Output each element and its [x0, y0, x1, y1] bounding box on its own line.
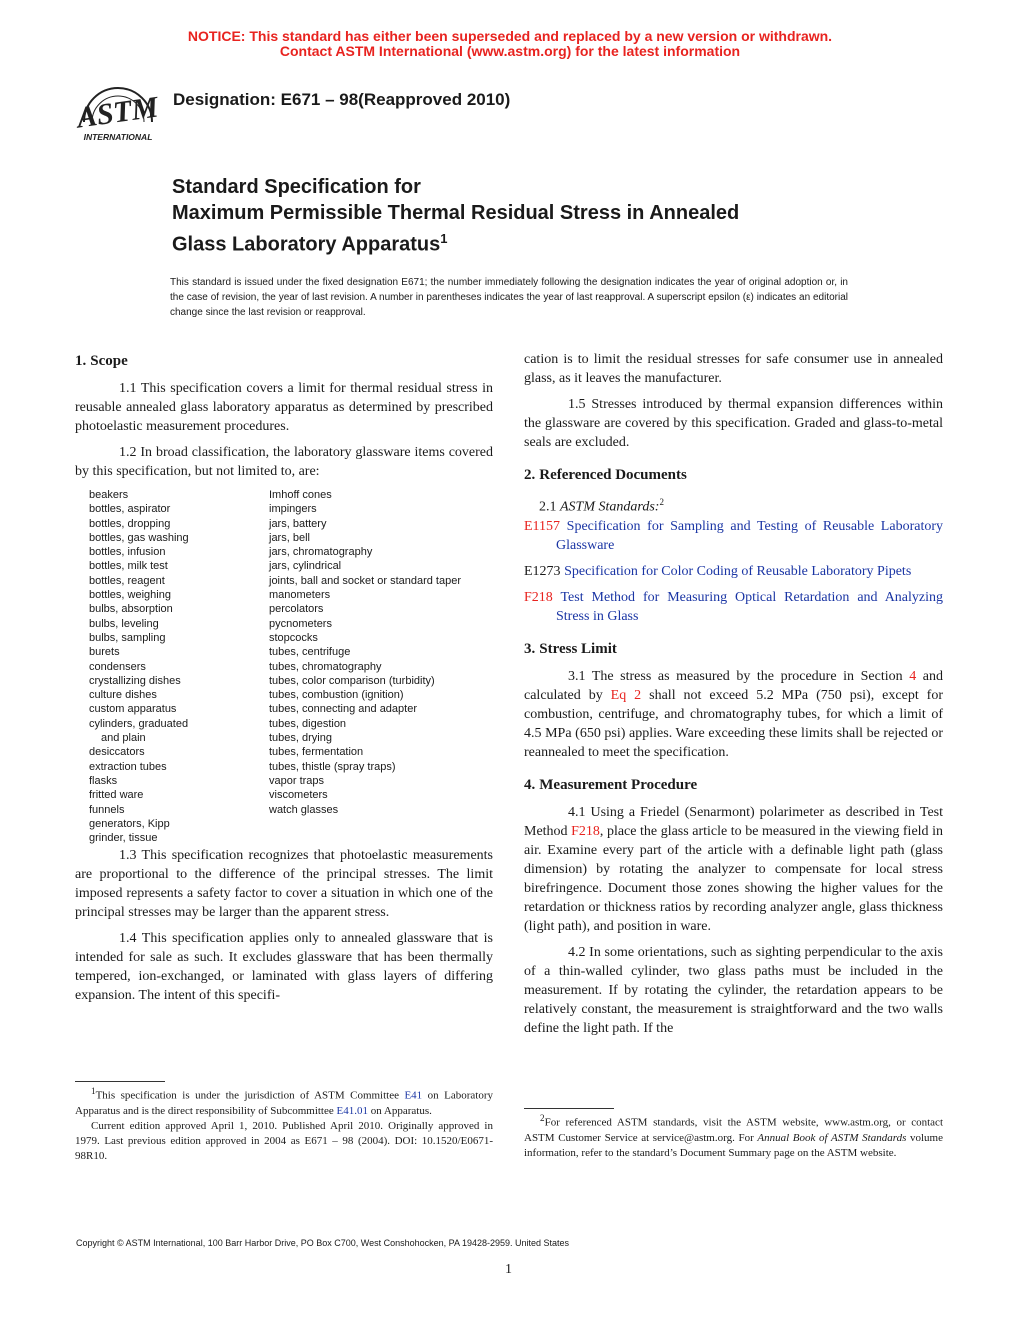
link-section-4[interactable]: 4 [909, 668, 917, 684]
issued-note: This standard is issued under the fixed designation E671; the number immediately following the designation indicates the year of original adoption or, in the case of revision, the year of last revision. A number in parentheses indicates the year of last reapproval. A superscript epsilon (ε) indicates an editorial change since the last revision or reapproval. [170, 277, 848, 318]
para-1-1: 1.1 This specification covers a limit for thermal residual stress in reusable annealed glass laboratory apparatus as determined by prescribed photoelastic measurement procedures. [75, 381, 493, 434]
para-2-1: 2.1 ASTM Standards:$^2$ [539, 497, 664, 515]
glassware-item: bottles, aspirator [89, 503, 171, 516]
copyright: Copyright © ASTM International, 100 Barr Harbor Drive, PO Box C700, West Conshohocken, PA 19428-2959. United States [76, 1238, 570, 1248]
glassware-item: vapor traps [269, 774, 325, 787]
glassware-item: jars, cylindrical [269, 560, 342, 573]
glassware-item: jars, chromatography [269, 546, 373, 559]
title-line-3: Glass Laboratory Apparatus [172, 233, 441, 256]
glassware-list-col-a [89, 488, 189, 845]
ref-e1273[interactable]: E1273 Specification for Color Coding of Reusable Laboratory Pipets [524, 563, 912, 579]
footnote-1: $^1$This specification is under the jurisdiction of ASTM Committee E41 on Laboratory Apparatus and is the direct responsibility of Subcommittee E41.01 on Apparatus. Current edition approved April 1, 2010. Published April 2010. Originally approved in 1979. Last previous edition approved in 2004 as E671 – 98 (2004). DOI: 10.1520/E0671-98R10. [75, 1081, 493, 1164]
section-4-heading: 4. Measurement Procedure [524, 776, 698, 793]
glassware-item: tubes, drying [269, 732, 332, 745]
link-f218[interactable]: F218 [571, 823, 600, 839]
glassware-item: bottles, weighing [89, 589, 171, 602]
glassware-item: generators, Kipp [89, 817, 170, 830]
glassware-item: culture dishes [89, 689, 157, 702]
document-title [172, 174, 739, 258]
glassware-item: percolators [269, 603, 324, 616]
glassware-item: jars, battery [269, 517, 327, 530]
designation: Designation: E671 – 98(Reapproved 2010) [173, 90, 511, 109]
footnote-2: $^2$For referenced ASTM standards, visit the ASTM website, www.astm.org, or contact ASTM Customer Service at service@astm.org. For Annual Book of ASTM Standards volume information, refer to the standard’s Document Summary page on the ASTM website. [524, 1108, 943, 1161]
glassware-item: tubes, centrifuge [269, 646, 351, 659]
title-line-1: Standard Specification for [172, 176, 421, 198]
glassware-item: bottles, reagent [89, 574, 165, 587]
glassware-item: tubes, thistle (spray traps) [269, 760, 396, 773]
glassware-item: impingers [269, 503, 317, 516]
glassware-item: grinder, tissue [89, 832, 158, 845]
glassware-list [75, 488, 493, 845]
title-footnote-mark: 1 [440, 231, 448, 246]
glassware-item: and plain [101, 732, 146, 745]
glassware-item: stopcocks [269, 631, 318, 644]
section-2-heading: 2. Referenced Documents [524, 467, 687, 483]
ref-e1157[interactable]: E1157 Specification for Sampling and Testing of Reusable Laboratory Glassware [524, 518, 943, 553]
glassware-item: pycnometers [269, 617, 332, 630]
para-4-1: 4.1 Using a Friedel (Senarmont) polarimeter as described in Test Method F218, place the glass article to be measured in the viewing field in air. Examine every part of the article with a definable light path (glass dimension) by rotating the analyzer to compensate for local stress birefringence. Document those zones showing the higher values for the retardation or thickness ratios by recording analyzer angle, glass thickness (light path), and position in ware. [524, 804, 943, 934]
link-e41[interactable]: E41 [404, 1089, 423, 1102]
notice-line-2: Contact ASTM International (www.astm.org) for the latest information [279, 43, 741, 59]
glassware-item: tubes, connecting and adapter [269, 703, 418, 716]
title-line-2: Maximum Permissible Thermal Residual Stress in Annealed [172, 202, 740, 224]
glassware-item: manometers [269, 589, 331, 602]
glassware-item: custom apparatus [89, 703, 177, 716]
glassware-item: desiccators [89, 746, 145, 759]
left-column [75, 350, 493, 1012]
para-4-2: 4.2 In some orientations, such as sighting perpendicular to the axis of a thin-walled cylinder, two glass paths must be included in the measurement. If by rotating the cylinder, the retardation appears to be relatively constant, the measurement is straightforward and the two walls define the light path. If the [524, 944, 943, 1036]
footnote-1-edition: Current edition approved April 1, 2010. Published April 2010. Originally approved in 1979. Last previous edition approved in 2004 as E671 – 98 (2004). DOI: 10.1520/E0671-98R10. [75, 1119, 493, 1162]
glassware-item: flasks [89, 774, 118, 787]
glassware-item: tubes, chromatography [269, 660, 382, 673]
glassware-item: bulbs, sampling [89, 631, 166, 644]
astm-logo [74, 76, 164, 146]
glassware-item: bulbs, absorption [89, 603, 173, 616]
footnote-1-mark: 1 [91, 1086, 96, 1096]
glassware-list-col-b [269, 488, 461, 817]
footnote-2-mark: 2 [540, 1113, 545, 1123]
glassware-item: tubes, fermentation [269, 746, 364, 759]
logo-mark: ASTM [74, 90, 161, 135]
section-3-heading: 3. Stress Limit [524, 640, 617, 657]
notice-line-1: NOTICE: This standard has either been superseded and replaced by a new version or withdrawn. [187, 28, 833, 44]
para-1-4: 1.4 This specification applies only to annealed glassware that is intended for sale as such. It excludes glassware that has been thermally tempered, ion-exchanged, or laminated with glass layers of differing expansion. The intent of this specifi- [75, 931, 493, 1003]
link-eq-2[interactable]: Eq 2 [610, 687, 642, 703]
glassware-item: bottles, dropping [89, 517, 171, 530]
glassware-item: crystallizing dishes [89, 674, 181, 687]
glassware-item: tubes, color comparison (turbidity) [269, 674, 435, 687]
glassware-item: bulbs, leveling [89, 617, 159, 630]
link-e41-01[interactable]: E41.01 [336, 1104, 368, 1117]
glassware-item: joints, ball and socket or standard taper [269, 574, 462, 587]
glassware-item: bottles, milk test [89, 560, 168, 573]
glassware-item: bottles, infusion [89, 546, 166, 559]
glassware-item: extraction tubes [89, 760, 167, 773]
glassware-item: fritted ware [89, 789, 144, 802]
para-1-4-cont: cation is to limit the residual stresses for safe consumer use in annealed glass, as it leaves the manufacturer. [524, 352, 943, 386]
page-number: 1 [505, 1262, 512, 1277]
para-1-2: 1.2 In broad classification, the laboratory glassware items covered by this specification, but not limited to, are: [75, 445, 493, 479]
glassware-item: cylinders, graduated [89, 717, 189, 730]
para-1-5: 1.5 Stresses introduced by thermal expansion differences within the glassware are covered by this specification. Graded and glass-to-metal seals are excluded. [524, 397, 943, 450]
logo-caption: INTERNATIONAL [83, 132, 153, 142]
glassware-item: tubes, combustion (ignition) [269, 689, 404, 702]
glassware-item: bottles, gas washing [89, 531, 189, 544]
glassware-item: beakers [89, 489, 129, 501]
glassware-item: Imhoff cones [269, 489, 332, 501]
glassware-item: condensers [89, 660, 146, 673]
glassware-item: tubes, digestion [269, 717, 347, 730]
para-1-3: 1.3 This specification recognizes that photoelastic measurements are proportional to the difference of the principal stresses. The limit imposed represents a safety factor to cover a situation in which one of the principal stresses may be larger than the apparent stress. [75, 848, 493, 920]
glassware-item: burets [89, 646, 120, 659]
para-3-1: 3.1 The stress as measured by the procedure in Section 4 and calculated by Eq 2 shall not exceed 5.2 MPa (750 psi), except for combustion, centrifuge, and chromatography tubes, for which a limit of 4.5 MPa (650 psi) applies. Ware exceeding these limits shall be rejected or reannealed to meet the specification. [524, 668, 943, 760]
glassware-item: funnels [89, 803, 125, 816]
footnote-rule [75, 1081, 165, 1082]
glassware-item: watch glasses [269, 803, 339, 816]
right-column [524, 350, 943, 1045]
glassware-item: jars, bell [269, 531, 310, 544]
footnote-rule-2 [524, 1108, 614, 1109]
ref-f218[interactable]: F218 Test Method for Measuring Optical Retardation and Analyzing Stress in Glass [524, 589, 944, 624]
glassware-item: viscometers [269, 789, 328, 802]
section-1-heading: 1. Scope [75, 353, 128, 369]
